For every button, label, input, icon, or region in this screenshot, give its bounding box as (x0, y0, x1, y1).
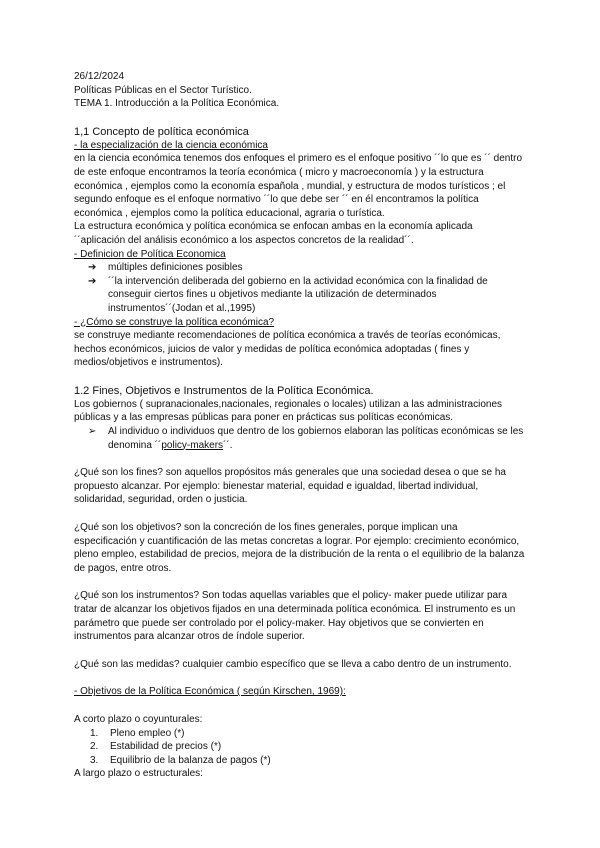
text-line: en la ciencia económica tenemos dos enfoques el primero es el enfoque positivo ´´lo que es ´´ dentro (74, 153, 523, 165)
text-line: La estructura económica y política económica se enfocan ambas en la economía aplicada (74, 221, 473, 233)
arrow-right-icon: ➔ (88, 275, 97, 287)
paragraph-gobiernos (74, 398, 530, 425)
list-item (74, 425, 530, 452)
text-line: especificación y cuantificación de las metas concretas a lograr. Por ejemplo: crecimiento económico, (74, 535, 520, 547)
topic-title: TEMA 1. Introducción a la Política Económica. (74, 98, 280, 110)
bullet-text: múltiples definiciones posibles (108, 262, 243, 274)
paragraph-objetivos (74, 521, 530, 575)
bullet-text: conseguir ciertos fines u objetivos mediante la utilización de determinados (108, 289, 437, 301)
item-number: 2. (90, 741, 99, 753)
bullet-text: instrumentos´´(Jodan et al.,1995) (108, 302, 256, 314)
bullet-text-pre: denomina ´´ (108, 439, 162, 451)
bullet-text-post: ´´. (223, 439, 233, 451)
text-line: segundo enfoque es el enfoque normativo ´´lo que debe ser ´´ en él encontramos la política (74, 194, 479, 206)
text-line: públicas y a las empresas públicas para poner en prácticas sus políticas económicas. (74, 412, 454, 424)
subsection-especializacion: - la especialización de la ciencia económica (74, 139, 268, 151)
course-title: Políticas Públicas en el Sector Turístico. (74, 84, 252, 96)
text-line: pleno empleo, estabilidad de precios, mejora de la distribución de la renta o el equilibrio de la balanza (74, 549, 525, 561)
paragraph-instrumentos (74, 589, 530, 643)
subsection-construccion: - ¿Cómo se construye la política económica? (74, 316, 275, 328)
paragraph-enfoques (74, 152, 530, 247)
paragraph-fines (74, 466, 530, 507)
item-text: Equilibrio de la balanza de pagos (*) (110, 754, 271, 766)
text-line: ¿Qué son los fines? son aquellos propósitos más generales que una sociedad desea o que se ha (74, 467, 506, 479)
document-date: 26/12/2024 (74, 71, 125, 82)
text-line: económica , ejemplos como la economía española , mundial, y estructura de modos turísticos ; el (74, 180, 506, 192)
document-page (74, 70, 530, 781)
text-line: ´´aplicación del análisis económico a los aspectos concretos de la realidad´´. (74, 234, 414, 246)
list-item (74, 727, 530, 741)
list-item (74, 275, 530, 316)
short-term-label: A corto plazo o coyunturales: (74, 713, 203, 725)
paragraph-medidas: ¿Qué son las medidas? cualquier cambio específico que se lleva a cabo dentro de un instrumento. (74, 658, 512, 670)
long-term-label: A largo plazo o estructurales: (74, 768, 203, 780)
section-1-1-heading: 1,1 Concepto de política económica (74, 125, 249, 138)
objetivos-title: - Objetivos de la Política Económica ( según Kirschen, 1969): (74, 686, 346, 698)
bullet-text: ´´la intervención deliberada del gobierno en la actividad económica con la finalidad de (108, 275, 488, 287)
text-line: solidaridad, seguridad, orden o justicia. (74, 494, 248, 506)
item-text: Estabilidad de precios (*) (110, 741, 222, 753)
arrowhead-right-icon: ➢ (88, 426, 97, 438)
text-line: parámetro que puede ser controlado por el policy-maker. Hay objetivos que se convierten en (74, 617, 484, 629)
text-line: de este enfoque encontramos la teoría económica ( micro y macroeconomía ) y la estructura (74, 166, 484, 178)
text-line: propuesto alcanzar. Por ejemplo: bienestar material, equidad e igualdad, libertad individual, (74, 480, 479, 492)
section-1-2-heading: 1.2 Fines, Objetivos e Instrumentos de la Política Económica. (74, 384, 374, 397)
item-number: 1. (90, 727, 99, 739)
list-item (74, 261, 530, 275)
text-line: medios/objetivos e instrumentos). (74, 357, 223, 369)
paragraph-construccion (74, 329, 530, 370)
text-line: tratar de alcanzar los objetivos fijados en una determinada política económica. El instrumento es un (74, 604, 516, 615)
text-line: ¿Qué son los instrumentos? Son todas aquellas variables que el policy- maker puede utilizar para (74, 590, 508, 602)
list-item (74, 740, 530, 754)
subsection-definicion: - Definicion de Política Economica (74, 248, 226, 260)
bullet-text: Al individuo o individuos que dentro de los gobiernos elaboran las políticas económicas se les (108, 426, 524, 438)
arrow-right-icon: ➔ (88, 262, 97, 274)
policy-makers-term: policy-makers (161, 439, 224, 451)
text-line: ¿Qué son los objetivos? son la concreción de los fines generales, porque implican una (74, 522, 458, 534)
text-line: económica , ejemplos como la política educacional, agraria o turística. (74, 207, 385, 219)
text-line: de pagos, entre otros. (74, 562, 172, 574)
item-number: 3. (90, 754, 99, 766)
text-line: Los gobiernos ( supranacionales,nacionales, regionales o locales) utilizan a las administraciones (74, 398, 503, 410)
bullet-text-line2 (108, 439, 523, 453)
list-item (74, 754, 530, 768)
item-text: Pleno empleo (*) (110, 727, 185, 739)
text-line: hechos económicos, juicios de valor y medidas de política económica adoptadas ( fines y (74, 343, 470, 355)
text-line: instrumentos para alcanzar otros de índole superior. (74, 631, 305, 643)
text-line: se construye mediante recomendaciones de política económica a través de teorías económicas, (74, 330, 501, 342)
